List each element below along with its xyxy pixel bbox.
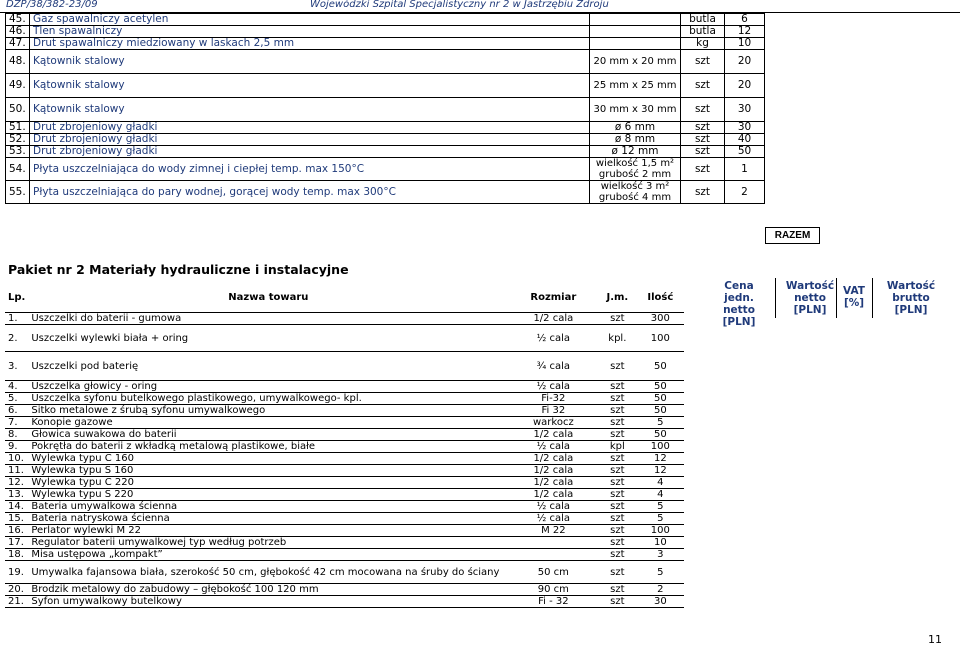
unit-cell: szt [681, 146, 725, 158]
unit-cell: szt [598, 513, 636, 525]
qty-cell: 50 [636, 429, 684, 441]
name-cell: Brodzik metalowy do zabudowy – głębokość 100 120 mm [28, 584, 508, 596]
hospital-name: Wojewódzki Szpital Specjalistyczny nr 2 w Jastrzębiu Zdroju [310, 0, 609, 10]
table-row [6, 134, 765, 146]
lp-cell: 16. [5, 525, 28, 537]
qty-cell: 300 [636, 313, 684, 325]
name-cell: Płyta uszczelniająca do wody zimnej i ciepłej temp. max 150°C [30, 158, 590, 181]
table-row [6, 122, 765, 134]
size-cell: Fi - 32 [508, 596, 598, 608]
name-cell: Kątownik stalowy [30, 50, 590, 74]
name-cell: Płyta uszczelniająca do pary wodnej, gorącej wody temp. max 300°C [30, 181, 590, 204]
unit-cell: szt [598, 501, 636, 513]
size-cell: ø 6 mm [590, 122, 681, 134]
lp-cell: 52. [6, 134, 30, 146]
name-cell: Uszczelki do baterii - gumowa [28, 313, 508, 325]
size-cell: ½ cala [508, 501, 598, 513]
lp-cell: 5. [5, 393, 28, 405]
name-cell: Uszczelki wylewki biała + oring [28, 325, 508, 352]
size-cell [590, 38, 681, 50]
unit-cell: kg [681, 38, 725, 50]
qty-cell: 2 [725, 181, 765, 204]
size-cell: warkocz [508, 417, 598, 429]
size-cell: 1/2 cala [508, 453, 598, 465]
size-cell: wielkość 1,5 m² grubość 2 mm [590, 158, 681, 181]
qty-cell: 50 [636, 393, 684, 405]
size-cell: 30 mm x 30 mm [590, 98, 681, 122]
lp-cell: 11. [5, 465, 28, 477]
size-cell: ø 12 mm [590, 146, 681, 158]
size-cell: ¾ cala [508, 352, 598, 381]
table-row [6, 158, 765, 181]
name-cell: Uszczelka głowicy - oring [28, 381, 508, 393]
qty-cell: 5 [636, 561, 684, 584]
lp-cell: 12. [5, 477, 28, 489]
lp-cell: 8. [5, 429, 28, 441]
document-id: DZP/38/382-23/09 [6, 0, 98, 10]
qty-cell: 50 [725, 146, 765, 158]
list-item [5, 453, 684, 465]
qty-cell: 50 [636, 405, 684, 417]
table-header-row [5, 282, 684, 313]
list-item [5, 441, 684, 453]
header-size: Rozmiar [508, 282, 598, 313]
name-cell: Drut zbrojeniowy gładki [30, 146, 590, 158]
size-cell: 1/2 cala [508, 465, 598, 477]
table-row [6, 14, 765, 26]
unit-cell: szt [681, 181, 725, 204]
lp-cell: 21. [5, 596, 28, 608]
unit-cell: szt [681, 158, 725, 181]
table-row [6, 26, 765, 38]
qty-cell: 20 [725, 50, 765, 74]
qty-cell: 5 [636, 513, 684, 525]
qty-cell: 2 [636, 584, 684, 596]
lp-cell: 48. [6, 50, 30, 74]
qty-cell: 5 [636, 501, 684, 513]
header-gross-value: Wartość brutto [PLN] [886, 280, 936, 316]
qty-cell: 40 [725, 134, 765, 146]
size-cell: 25 mm x 25 mm [590, 74, 681, 98]
header-unit: J.m. [598, 282, 636, 313]
size-cell: M 22 [508, 525, 598, 537]
size-cell: 1/2 cala [508, 429, 598, 441]
name-cell: Głowica suwakowa do baterii [28, 429, 508, 441]
unit-cell: szt [598, 453, 636, 465]
size-cell [508, 549, 598, 561]
name-cell: Uszczelka syfonu butelkowego plastikowego, umywalkowego- kpl. [28, 393, 508, 405]
list-item [5, 501, 684, 513]
table-row [6, 38, 765, 50]
lp-cell: 2. [5, 325, 28, 352]
header-lp: Lp. [5, 282, 28, 313]
qty-cell: 100 [636, 325, 684, 352]
unit-cell: szt [598, 596, 636, 608]
qty-cell: 1 [725, 158, 765, 181]
page-number: 11 [928, 633, 942, 646]
pakiet-title: Pakiet nr 2 Materiały hydrauliczne i instalacyjne [8, 262, 349, 277]
list-item [5, 417, 684, 429]
unit-cell: butla [681, 14, 725, 26]
list-item [5, 325, 684, 352]
size-cell: 50 cm [508, 561, 598, 584]
name-cell: Wylewka typu C 220 [28, 477, 508, 489]
unit-cell: kpl. [598, 325, 636, 352]
unit-cell: szt [598, 381, 636, 393]
unit-cell: szt [681, 122, 725, 134]
size-cell: 20 mm x 20 mm [590, 50, 681, 74]
list-item [5, 561, 684, 584]
qty-cell: 5 [636, 417, 684, 429]
name-cell: Umywalka fajansowa biała, szerokość 50 cm, głębokość 42 cm mocowana na śruby do ściany [28, 561, 508, 584]
size-cell: ½ cala [508, 441, 598, 453]
qty-cell: 50 [636, 381, 684, 393]
size-cell [590, 26, 681, 38]
name-cell: Syfon umywalkowy butelkowy [28, 596, 508, 608]
name-cell: Uszczelki pod baterię [28, 352, 508, 381]
lp-cell: 49. [6, 74, 30, 98]
list-item [5, 429, 684, 441]
qty-cell: 100 [636, 525, 684, 537]
list-item [5, 313, 684, 325]
size-cell: 1/2 cala [508, 313, 598, 325]
list-item [5, 537, 684, 549]
unit-cell: szt [681, 50, 725, 74]
qty-cell: 30 [636, 596, 684, 608]
lp-cell: 55. [6, 181, 30, 204]
name-cell: Sitko metalowe z śrubą syfonu umywalkowego [28, 405, 508, 417]
size-cell: wielkość 3 m² grubość 4 mm [590, 181, 681, 204]
qty-cell: 3 [636, 549, 684, 561]
qty-cell: 50 [636, 352, 684, 381]
name-cell: Kątownik stalowy [30, 74, 590, 98]
name-cell: Wylewka typu S 160 [28, 465, 508, 477]
size-cell: ½ cala [508, 381, 598, 393]
qty-cell: 12 [636, 453, 684, 465]
name-cell: Bateria natryskowa ścienna [28, 513, 508, 525]
lp-cell: 20. [5, 584, 28, 596]
list-item [5, 393, 684, 405]
size-cell: 1/2 cala [508, 477, 598, 489]
list-item [5, 381, 684, 393]
name-cell: Bateria umywalkowa ścienna [28, 501, 508, 513]
qty-cell: 4 [636, 477, 684, 489]
unit-cell: szt [598, 417, 636, 429]
qty-cell: 12 [636, 465, 684, 477]
page-header [0, 0, 960, 12]
lp-cell: 13. [5, 489, 28, 501]
lp-cell: 45. [6, 14, 30, 26]
name-cell: Kątownik stalowy [30, 98, 590, 122]
qty-cell: 6 [725, 14, 765, 26]
unit-cell: szt [598, 405, 636, 417]
table-row [6, 181, 765, 204]
size-cell: ½ cala [508, 325, 598, 352]
lp-cell: 4. [5, 381, 28, 393]
list-item [5, 549, 684, 561]
qty-cell: 10 [725, 38, 765, 50]
lp-cell: 47. [6, 38, 30, 50]
header-unit-price: Cena jedn. netto [PLN] [722, 280, 756, 328]
lp-cell: 9. [5, 441, 28, 453]
lp-cell: 51. [6, 122, 30, 134]
unit-cell: kpl [598, 441, 636, 453]
qty-cell: 30 [725, 98, 765, 122]
unit-cell: szt [598, 549, 636, 561]
pakiet-2-table [5, 282, 684, 608]
unit-cell: szt [598, 313, 636, 325]
unit-cell: szt [681, 98, 725, 122]
lp-cell: 53. [6, 146, 30, 158]
unit-cell: szt [598, 429, 636, 441]
name-cell: Pokrętła do baterii z wkładką metalową plastikowe, białe [28, 441, 508, 453]
unit-cell: szt [598, 477, 636, 489]
size-cell: 1/2 cala [508, 489, 598, 501]
column-separator [872, 278, 873, 318]
list-item [5, 477, 684, 489]
size-cell [590, 14, 681, 26]
name-cell: Gaz spawalniczy acetylen [30, 14, 590, 26]
lp-cell: 15. [5, 513, 28, 525]
name-cell: Drut spawalniczy miedziowany w laskach 2,5 mm [30, 38, 590, 50]
unit-cell: szt [598, 584, 636, 596]
list-item [5, 596, 684, 608]
name-cell: Regulator baterii umywalkowej typ według potrzeb [28, 537, 508, 549]
list-item [5, 525, 684, 537]
list-item [5, 489, 684, 501]
table-row [6, 98, 765, 122]
unit-cell: szt [598, 537, 636, 549]
unit-cell: szt [598, 352, 636, 381]
name-cell: Drut zbrojeniowy gładki [30, 122, 590, 134]
lp-cell: 3. [5, 352, 28, 381]
name-cell: Wylewka typu C 160 [28, 453, 508, 465]
list-item [5, 513, 684, 525]
header-name: Nazwa towaru [28, 282, 508, 313]
lp-cell: 7. [5, 417, 28, 429]
lp-cell: 14. [5, 501, 28, 513]
size-cell: 90 cm [508, 584, 598, 596]
lp-cell: 18. [5, 549, 28, 561]
name-cell: Konopie gazowe [28, 417, 508, 429]
size-cell: ½ cala [508, 513, 598, 525]
unit-cell: szt [598, 489, 636, 501]
qty-cell: 100 [636, 441, 684, 453]
list-item [5, 465, 684, 477]
size-cell [508, 537, 598, 549]
header-qty: Ilość [636, 282, 684, 313]
name-cell: Misa ustępowa „kompakt” [28, 549, 508, 561]
size-cell: Fi-32 [508, 393, 598, 405]
unit-cell: szt [598, 465, 636, 477]
qty-cell: 10 [636, 537, 684, 549]
unit-cell: szt [598, 561, 636, 584]
table-row [6, 50, 765, 74]
list-item [5, 405, 684, 417]
table-row [6, 74, 765, 98]
column-separator [836, 278, 837, 318]
name-cell: Wylewka typu S 220 [28, 489, 508, 501]
name-cell: Tlen spawalniczy [30, 26, 590, 38]
size-cell: Fi 32 [508, 405, 598, 417]
table-row [6, 146, 765, 158]
razem-total-label: RAZEM [765, 227, 820, 244]
header-vat: VAT [%] [843, 285, 865, 309]
unit-cell: butla [681, 26, 725, 38]
lp-cell: 6. [5, 405, 28, 417]
unit-cell: szt [598, 525, 636, 537]
lp-cell: 46. [6, 26, 30, 38]
materials-table-continued [5, 13, 765, 204]
lp-cell: 50. [6, 98, 30, 122]
qty-cell: 20 [725, 74, 765, 98]
list-item [5, 584, 684, 596]
lp-cell: 54. [6, 158, 30, 181]
lp-cell: 10. [5, 453, 28, 465]
qty-cell: 4 [636, 489, 684, 501]
header-net-value: Wartość netto [PLN] [785, 280, 835, 316]
unit-cell: szt [598, 393, 636, 405]
column-separator [775, 278, 776, 318]
lp-cell: 19. [5, 561, 28, 584]
unit-cell: szt [681, 74, 725, 98]
lp-cell: 1. [5, 313, 28, 325]
name-cell: Drut zbrojeniowy gładki [30, 134, 590, 146]
unit-cell: szt [681, 134, 725, 146]
size-cell: ø 8 mm [590, 134, 681, 146]
list-item [5, 352, 684, 381]
qty-cell: 30 [725, 122, 765, 134]
name-cell: Perlator wylewki M 22 [28, 525, 508, 537]
lp-cell: 17. [5, 537, 28, 549]
qty-cell: 12 [725, 26, 765, 38]
